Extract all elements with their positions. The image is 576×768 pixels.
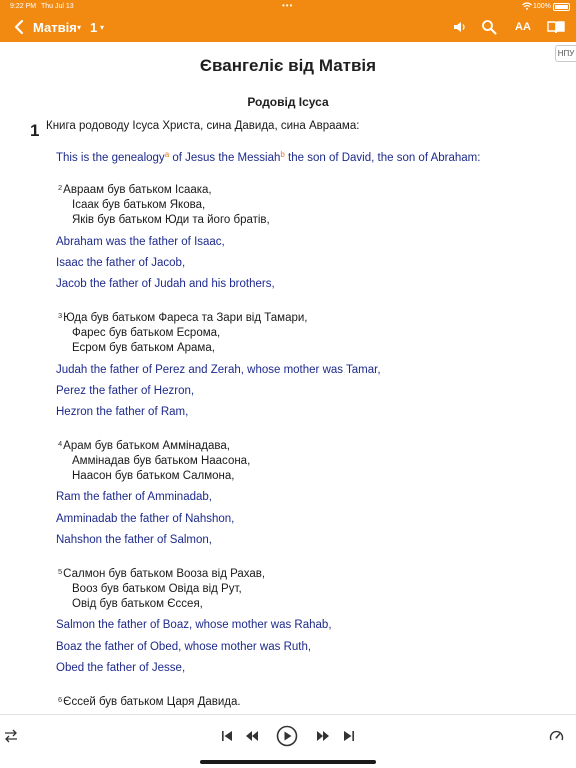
status-date: Thu Jul 13 bbox=[41, 3, 74, 10]
book-title: Євангеліє від Матвія bbox=[199, 56, 377, 75]
status-time: 9:22 PM bbox=[10, 3, 37, 10]
verse-3-english-line-2[interactable]: Perez the father of Hezron, bbox=[56, 385, 195, 397]
footnote-a[interactable]: a bbox=[164, 150, 170, 159]
speaker-icon[interactable] bbox=[452, 19, 468, 35]
verse-4-english-line-2[interactable]: Amminadab the father of Nahshon, bbox=[56, 513, 235, 525]
wifi-icon bbox=[522, 2, 532, 10]
swap-arrows-icon[interactable] bbox=[4, 729, 18, 743]
verse-5-ukrainian-line-1[interactable]: $^5$Салмон був батьком Вооза від Рахав, bbox=[58, 567, 266, 580]
nav-bar bbox=[0, 13, 576, 42]
verse-number-3: 3 bbox=[58, 311, 63, 320]
verse-2-english-line-1[interactable]: Abraham was the father of Isaac, bbox=[56, 236, 225, 248]
verse-1-english-part-3: the son of David, the son of Abraham: bbox=[284, 152, 481, 164]
fast-forward-icon[interactable] bbox=[316, 730, 330, 742]
verse-2-ukrainian-line-2[interactable]: Ісаак був батьком Якова, bbox=[72, 199, 206, 211]
verse-4-english-line-1[interactable]: Ram the father of Amminadab, bbox=[56, 491, 212, 503]
chapter-dropdown-caret-icon[interactable]: ▾ bbox=[100, 23, 105, 32]
verse-1-english[interactable] bbox=[56, 150, 480, 164]
book-dropdown-caret-icon[interactable]: ▾ bbox=[77, 23, 82, 32]
verse-number-6: 6 bbox=[58, 695, 63, 704]
back-chevron-icon[interactable] bbox=[12, 19, 28, 35]
verse-5-ukrainian-line-3[interactable]: Овід був батьком Єссея, bbox=[72, 598, 203, 610]
search-icon[interactable] bbox=[481, 19, 497, 35]
verse-5-english-line-1[interactable]: Salmon the father of Boaz, whose mother was Rahab, bbox=[56, 619, 332, 631]
open-book-icon[interactable] bbox=[547, 19, 565, 35]
multitasking-dots[interactable]: ••• bbox=[282, 1, 294, 10]
reading-pane[interactable] bbox=[0, 42, 576, 714]
verse-4-ukrainian-line-2[interactable]: Аммінадав був батьком Наасона, bbox=[72, 455, 251, 467]
rewind-icon[interactable] bbox=[245, 730, 259, 742]
skip-to-end-icon[interactable] bbox=[343, 730, 355, 742]
verse-5-english-line-2[interactable]: Boaz the father of Obed, whose mother was Ruth, bbox=[56, 641, 312, 653]
play-button-icon[interactable] bbox=[276, 725, 298, 747]
verse-number-5: 5 bbox=[58, 567, 63, 576]
home-indicator[interactable] bbox=[200, 760, 376, 764]
verse-6-ukrainian-line-1[interactable]: $^6$Єссей був батьком Царя Давида. bbox=[58, 695, 241, 708]
skip-to-start-icon[interactable] bbox=[221, 730, 233, 742]
verse-4-english-line-3[interactable]: Nahshon the father of Salmon, bbox=[56, 534, 212, 546]
book-selector[interactable]: Матвія bbox=[33, 20, 77, 35]
verse-2-english-line-3[interactable]: Jacob the father of Judah and his brothers, bbox=[56, 278, 275, 290]
verse-4-ukrainian-line-1[interactable]: $^4$Арам був батьком Аммінадава, bbox=[58, 439, 230, 452]
verse-number-2: 2 bbox=[58, 183, 63, 192]
footnote-b[interactable]: b bbox=[280, 150, 285, 159]
verse-3-ukrainian-line-2[interactable]: Фарес був батьком Есрома, bbox=[72, 327, 221, 339]
battery-icon bbox=[553, 3, 570, 11]
chapter-selector[interactable]: 1 bbox=[90, 20, 98, 35]
font-size-icon[interactable]: AA bbox=[515, 21, 531, 33]
verse-2-english-line-2[interactable]: Isaac the father of Jacob, bbox=[56, 257, 186, 269]
verse-2-ukrainian-line-3[interactable]: Яків був батьком Юди та його братів, bbox=[72, 214, 270, 226]
chapter-number: 1 bbox=[30, 121, 40, 140]
verse-5-ukrainian-line-2[interactable]: Вооз був батьком Овіда від Рут, bbox=[72, 583, 242, 595]
section-heading: Родовід Ісуса bbox=[247, 95, 329, 109]
verse-4-ukrainian-line-3[interactable]: Наасон був батьком Салмона, bbox=[72, 470, 235, 482]
battery-percent: 100% bbox=[533, 3, 551, 10]
verse-5-english-line-3[interactable]: Obed the father of Jesse, bbox=[56, 662, 186, 674]
verse-3-english-line-1[interactable]: Judah the father of Perez and Zerah, whose mother was Tamar, bbox=[56, 364, 381, 376]
verse-number-4: 4 bbox=[58, 439, 63, 448]
verse-3-english-line-3[interactable]: Hezron the father of Ram, bbox=[56, 406, 189, 418]
bible-version-badge[interactable]: НПУ bbox=[555, 45, 576, 62]
verse-2-ukrainian-line-1[interactable]: $^2$Авраам був батьком Ісаака, bbox=[58, 183, 212, 196]
playback-speed-icon[interactable] bbox=[549, 729, 564, 743]
top-bar bbox=[0, 0, 576, 42]
status-bar bbox=[0, 0, 576, 13]
verse-3-ukrainian-line-1[interactable]: $^3$Юда був батьком Фареса та Зари від Тамари, bbox=[58, 311, 308, 324]
verse-1-english-part-2: of Jesus the Messiah bbox=[169, 152, 281, 164]
verse-1-english-part-1: This is the genealogy bbox=[56, 152, 165, 164]
verse-1-ukrainian[interactable]: Книга родоводу Ісуса Христа, сина Давида, сина Авраама: bbox=[46, 120, 360, 132]
verse-3-ukrainian-line-3[interactable]: Есром був батьком Арама, bbox=[72, 342, 215, 354]
